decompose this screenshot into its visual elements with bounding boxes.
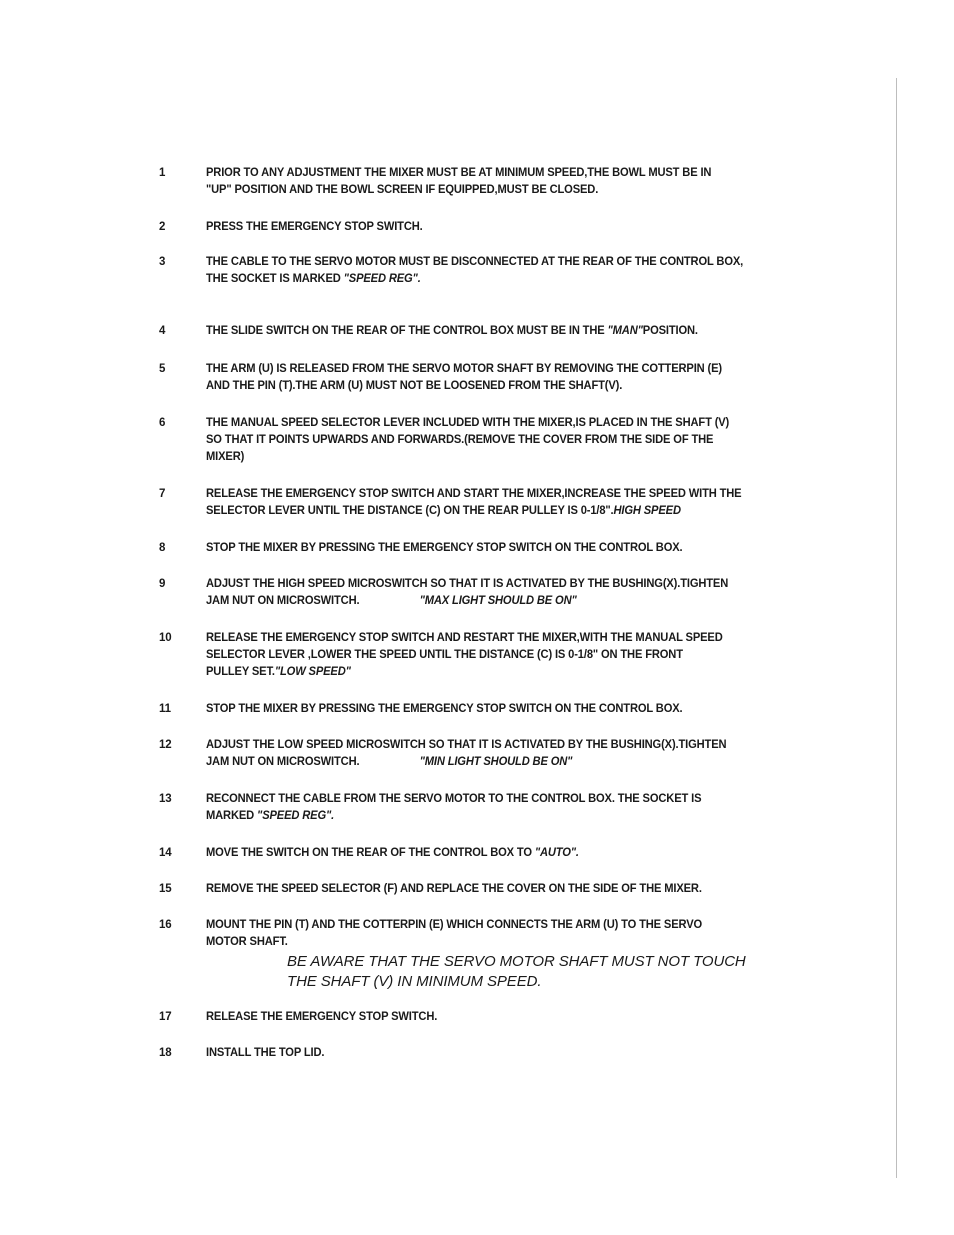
step-text-line <box>206 486 807 503</box>
step-text-line <box>206 361 807 378</box>
step-text-line <box>206 647 807 664</box>
step-text <box>206 165 807 199</box>
body-text: THE MANUAL SPEED SELECTOR LEVER INCLUDED WITH THE MIXER,IS PLACED IN THE SHAFT (V) <box>206 417 730 429</box>
step-number: 3 <box>159 256 166 268</box>
step-text-line <box>206 503 807 520</box>
step-number: 6 <box>159 417 166 429</box>
body-text: PRIOR TO ANY ADJUSTMENT THE MIXER MUST BE AT MINIMUM SPEED,THE BOWL MUST BE IN <box>206 167 712 179</box>
step-text-line <box>206 219 807 236</box>
step-number: 18 <box>159 1047 172 1059</box>
body-text: STOP THE MIXER BY PRESSING THE EMERGENCY STOP SWITCH ON THE CONTROL BOX. <box>206 542 683 554</box>
step-text-line <box>206 664 807 681</box>
step-text <box>206 1009 807 1026</box>
step-number: 10 <box>159 632 172 644</box>
step-text <box>206 540 807 557</box>
step-text-line <box>206 881 807 898</box>
step-text <box>206 630 807 681</box>
step-number: 1 <box>159 167 166 179</box>
body-text: SO THAT IT POINTS UPWARDS AND FORWARDS.(REMOVE THE COVER FROM THE SIDE OF THE <box>206 434 714 446</box>
body-text: RECONNECT THE CABLE FROM THE SERVO MOTOR TO THE CONTROL BOX. THE SOCKET IS <box>206 793 702 805</box>
body-text: THE ARM (U) IS RELEASED FROM THE SERVO MOTOR SHAFT BY REMOVING THE COTTERPIN (E) <box>206 363 722 375</box>
step-text-line <box>206 415 807 432</box>
body-text: MOVE THE SWITCH ON THE REAR OF THE CONTROL BOX TO <box>206 847 535 859</box>
step-text <box>206 486 807 520</box>
warning-line: BE AWARE THAT THE SERVO MOTOR SHAFT MUST NOT TOUCH <box>287 953 746 970</box>
step-text-line <box>206 271 807 288</box>
step-text-line <box>206 808 807 825</box>
step-text-line <box>206 754 807 771</box>
step-text-line <box>206 540 807 557</box>
body-text: SELECTOR LEVER UNTIL THE DISTANCE (C) ON THE REAR PULLEY IS 0-1/8". <box>206 505 614 517</box>
step-number: 5 <box>159 363 166 375</box>
step-text <box>206 917 807 951</box>
emphasis-text: "SPEED REG". <box>343 273 421 285</box>
step-number: 16 <box>159 919 172 931</box>
step-text <box>206 737 807 771</box>
step-number: 9 <box>159 578 166 590</box>
body-text: POSITION. <box>642 325 698 337</box>
step-text-line <box>206 791 807 808</box>
step-number: 17 <box>159 1011 172 1023</box>
step-text <box>206 701 807 718</box>
body-text: SELECTOR LEVER ,LOWER THE SPEED UNTIL THE DISTANCE (C) IS 0-1/8" ON THE FRONT <box>206 649 683 661</box>
step-text-line <box>206 449 807 466</box>
step-text <box>206 361 807 395</box>
body-text: RELEASE THE EMERGENCY STOP SWITCH AND START THE MIXER,INCREASE THE SPEED WITH THE <box>206 488 742 500</box>
body-text: MARKED <box>206 810 258 822</box>
body-text: THE CABLE TO THE SERVO MOTOR MUST BE DISCONNECTED AT THE REAR OF THE CONTROL BOX, <box>206 256 744 268</box>
step-text-line <box>206 917 807 934</box>
body-text: THE SLIDE SWITCH ON THE REAR OF THE CONTROL BOX MUST BE IN THE <box>206 325 608 337</box>
body-text: AND THE PIN (T).THE ARM (U) MUST NOT BE LOOSENED FROM THE SHAFT(V). <box>206 380 623 392</box>
step-number: 13 <box>159 793 172 805</box>
step-text-line <box>206 1009 807 1026</box>
emphasis-text: "MAX LIGHT SHOULD BE ON" <box>419 595 577 607</box>
step-text <box>206 254 807 288</box>
body-text: INSTALL THE TOP LID. <box>206 1047 325 1059</box>
warning-line: THE SHAFT (V) IN MINIMUM SPEED. <box>287 973 542 990</box>
step-number: 4 <box>159 325 166 337</box>
emphasis-text: HIGH SPEED <box>613 505 681 517</box>
step-number: 15 <box>159 883 172 895</box>
step-text-line <box>206 323 807 340</box>
emphasis-text: "AUTO". <box>534 847 579 859</box>
step-text-line <box>206 1045 807 1062</box>
body-text: ADJUST THE LOW SPEED MICROSWITCH SO THAT IT IS ACTIVATED BY THE BUSHING(X).TIGHTEN <box>206 739 727 751</box>
body-text: MIXER) <box>206 451 245 463</box>
step-text <box>206 1045 807 1062</box>
step-text-line <box>206 182 807 199</box>
step-number: 11 <box>159 703 171 715</box>
body-text: JAM NUT ON MICROSWITCH. <box>206 756 360 768</box>
step-text <box>206 219 807 236</box>
body-text: REMOVE THE SPEED SELECTOR (F) AND REPLACE THE COVER ON THE SIDE OF THE MIXER. <box>206 883 702 895</box>
body-text: STOP THE MIXER BY PRESSING THE EMERGENCY STOP SWITCH ON THE CONTROL BOX. <box>206 703 683 715</box>
step-number: 14 <box>159 847 172 859</box>
body-text: PRESS THE EMERGENCY STOP SWITCH. <box>206 221 423 233</box>
step-text-line <box>206 845 807 862</box>
step-text-line <box>206 630 807 647</box>
emphasis-text: "MIN LIGHT SHOULD BE ON" <box>419 756 573 768</box>
page-edge-rule <box>896 78 897 1178</box>
step-text-line <box>206 576 807 593</box>
body-text: THE SOCKET IS MARKED <box>206 273 344 285</box>
step-text <box>206 791 807 825</box>
step-text-line <box>206 593 807 610</box>
step-number: 12 <box>159 739 172 751</box>
step-text-line <box>206 378 807 395</box>
body-text: RELEASE THE EMERGENCY STOP SWITCH. <box>206 1011 438 1023</box>
step-number: 7 <box>159 488 166 500</box>
step-text-line <box>206 254 807 271</box>
warning-note <box>287 952 746 992</box>
step-text-line <box>206 165 807 182</box>
emphasis-text: "LOW SPEED" <box>274 666 351 678</box>
body-text: PULLEY SET. <box>206 666 275 678</box>
emphasis-text: "SPEED REG". <box>257 810 335 822</box>
step-text <box>206 323 807 340</box>
emphasis-text: "MAN" <box>607 325 643 337</box>
step-number: 2 <box>159 221 166 233</box>
body-text: JAM NUT ON MICROSWITCH. <box>206 595 360 607</box>
step-text-line <box>206 934 807 951</box>
step-text <box>206 845 807 862</box>
body-text: "UP" POSITION AND THE BOWL SCREEN IF EQUIPPED,MUST BE CLOSED. <box>206 184 599 196</box>
step-number: 8 <box>159 542 166 554</box>
step-text-line <box>206 737 807 754</box>
body-text: MOUNT THE PIN (T) AND THE COTTERPIN (E) WHICH CONNECTS THE ARM (U) TO THE SERVO <box>206 919 703 931</box>
body-text: MOTOR SHAFT. <box>206 936 288 948</box>
step-text <box>206 415 807 466</box>
step-text-line <box>206 701 807 718</box>
body-text: ADJUST THE HIGH SPEED MICROSWITCH SO THAT IT IS ACTIVATED BY THE BUSHING(X).TIGHTEN <box>206 578 729 590</box>
step-text <box>206 576 807 610</box>
body-text: RELEASE THE EMERGENCY STOP SWITCH AND RESTART THE MIXER,WITH THE MANUAL SPEED <box>206 632 723 644</box>
step-text-line <box>206 432 807 449</box>
step-text <box>206 881 807 898</box>
